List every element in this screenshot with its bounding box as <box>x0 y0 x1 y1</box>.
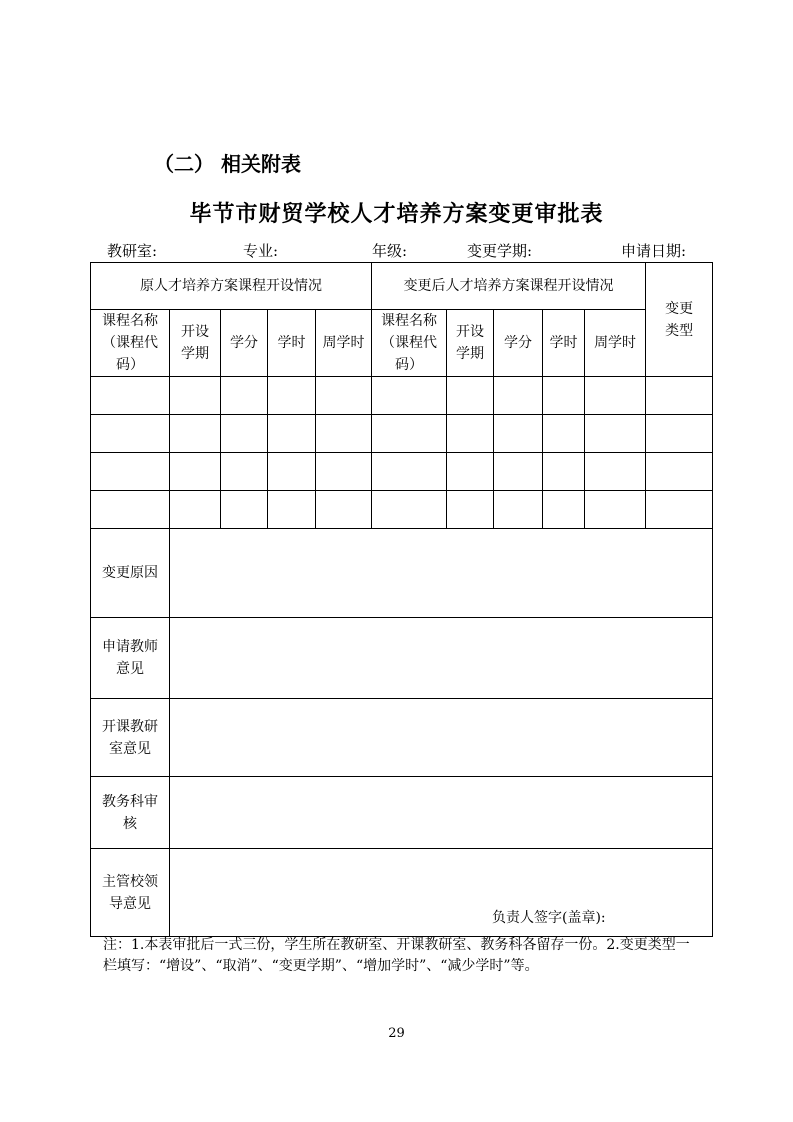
cell[interactable] <box>543 491 585 529</box>
office-opinion-line1: 开课教研 <box>102 718 158 735</box>
cell[interactable] <box>268 377 316 415</box>
cell[interactable] <box>646 453 713 491</box>
cell[interactable] <box>268 453 316 491</box>
footnote: 注：1.本表审批后一式三份，学生所在教研室、开课教研室、教务科各留存一份。2.变更类型一栏填写：“增设”、“取消”、“变更学期”、“增加学时”、“减少学时”等。 <box>103 937 690 974</box>
col-term <box>170 310 221 377</box>
col-course-name <box>91 310 170 377</box>
affairs-review-line2: 核 <box>123 815 137 832</box>
cell[interactable] <box>494 491 543 529</box>
cell[interactable] <box>646 491 713 529</box>
approval-table <box>90 262 713 937</box>
cell[interactable] <box>585 453 646 491</box>
cell[interactable] <box>316 377 372 415</box>
cell[interactable] <box>494 453 543 491</box>
cell[interactable] <box>316 453 372 491</box>
teacher-opinion-line2: 意见 <box>116 661 144 677</box>
changed-plan-header: 变更后人才培养方案课程开设情况 <box>372 263 646 310</box>
cell[interactable] <box>494 415 543 453</box>
cell[interactable] <box>268 491 316 529</box>
leader-opinion-row <box>91 849 713 937</box>
meta-term-label: 变更学期: <box>467 242 533 260</box>
teacher-opinion-line1: 申请教师 <box>102 639 158 655</box>
cell[interactable] <box>646 377 713 415</box>
cell[interactable] <box>372 453 447 491</box>
leader-opinion-label <box>91 849 170 937</box>
cell[interactable] <box>91 491 170 529</box>
cell[interactable] <box>585 377 646 415</box>
col-weekly-hours-new: 周学时 <box>585 310 646 377</box>
col-course-line1: 课程名称 <box>102 313 158 329</box>
meta-date-label: 申请日期: <box>621 242 687 260</box>
col-term-new-line1: 开设 <box>456 324 485 340</box>
col-course-new-line2: （课程代 <box>381 335 438 351</box>
leader-opinion-field[interactable] <box>170 849 713 937</box>
cell[interactable] <box>585 415 646 453</box>
cell[interactable] <box>372 377 447 415</box>
cell[interactable] <box>447 453 494 491</box>
cell[interactable] <box>543 377 585 415</box>
affairs-review-row <box>91 777 713 849</box>
group-header-row <box>91 263 713 310</box>
table-row <box>91 415 713 453</box>
cell[interactable] <box>170 453 221 491</box>
col-course-new-line3: 码） <box>395 357 424 373</box>
table-row <box>91 491 713 529</box>
change-type-header <box>646 263 713 377</box>
cell[interactable] <box>221 377 268 415</box>
cell[interactable] <box>372 415 447 453</box>
col-hours-new: 学时 <box>543 310 585 377</box>
leader-opinion-line1: 主管校领 <box>102 873 158 890</box>
change-type-line2: 类型 <box>665 322 694 339</box>
cell[interactable] <box>646 415 713 453</box>
page-number: 29 <box>388 1026 405 1041</box>
cell[interactable] <box>585 491 646 529</box>
cell[interactable] <box>170 377 221 415</box>
cell[interactable] <box>543 453 585 491</box>
meta-grade-label: 年级: <box>372 242 408 260</box>
col-weekly-hours: 周学时 <box>316 310 372 377</box>
affairs-review-label <box>91 777 170 849</box>
col-credit-new: 学分 <box>494 310 543 377</box>
cell[interactable] <box>494 377 543 415</box>
cell[interactable] <box>268 415 316 453</box>
cell[interactable] <box>316 415 372 453</box>
cell[interactable] <box>447 491 494 529</box>
office-opinion-field[interactable] <box>170 699 713 777</box>
cell[interactable] <box>221 491 268 529</box>
col-course-line3: 码） <box>116 357 144 373</box>
reason-row <box>91 529 713 618</box>
cell[interactable] <box>170 491 221 529</box>
col-course-new-line1: 课程名称 <box>381 313 438 329</box>
col-credit: 学分 <box>221 310 268 377</box>
leader-opinion-line2: 导意见 <box>109 895 151 912</box>
section-heading: （二） 相关附表 <box>154 152 301 176</box>
teacher-opinion-label <box>91 618 170 699</box>
table-row <box>91 377 713 415</box>
office-opinion-line2: 室意见 <box>109 740 151 757</box>
cell[interactable] <box>91 415 170 453</box>
office-opinion-label <box>91 699 170 777</box>
col-term-new <box>447 310 494 377</box>
cell[interactable] <box>91 453 170 491</box>
teacher-opinion-field[interactable] <box>170 618 713 699</box>
col-course-line2: （课程代 <box>102 335 158 351</box>
col-course-name-new <box>372 310 447 377</box>
affairs-review-line1: 教务科审 <box>102 793 158 810</box>
reason-label: 变更原因 <box>91 529 170 618</box>
change-type-line1: 变更 <box>665 300 694 317</box>
cell[interactable] <box>221 453 268 491</box>
signature-label: 负责人签字(盖章): <box>492 910 606 926</box>
cell[interactable] <box>372 491 447 529</box>
cell[interactable] <box>543 415 585 453</box>
col-hours: 学时 <box>268 310 316 377</box>
original-plan-header: 原人才培养方案课程开设情况 <box>91 263 372 310</box>
column-header-row <box>91 310 713 377</box>
col-term-line1: 开设 <box>181 324 209 340</box>
form-title: 毕节市财贸学校人才培养方案变更审批表 <box>189 201 604 227</box>
cell[interactable] <box>447 377 494 415</box>
meta-major-label: 专业: <box>243 242 279 260</box>
affairs-review-field[interactable] <box>170 777 713 849</box>
meta-office-label: 教研室: <box>107 242 158 260</box>
col-term-line2: 学期 <box>181 346 209 362</box>
cell[interactable] <box>316 491 372 529</box>
cell[interactable] <box>221 415 268 453</box>
cell[interactable] <box>91 377 170 415</box>
col-term-new-line2: 学期 <box>456 346 485 362</box>
table-row <box>91 453 713 491</box>
office-opinion-row <box>91 699 713 777</box>
reason-field[interactable] <box>170 529 713 618</box>
cell[interactable] <box>447 415 494 453</box>
teacher-opinion-row <box>91 618 713 699</box>
cell[interactable] <box>170 415 221 453</box>
